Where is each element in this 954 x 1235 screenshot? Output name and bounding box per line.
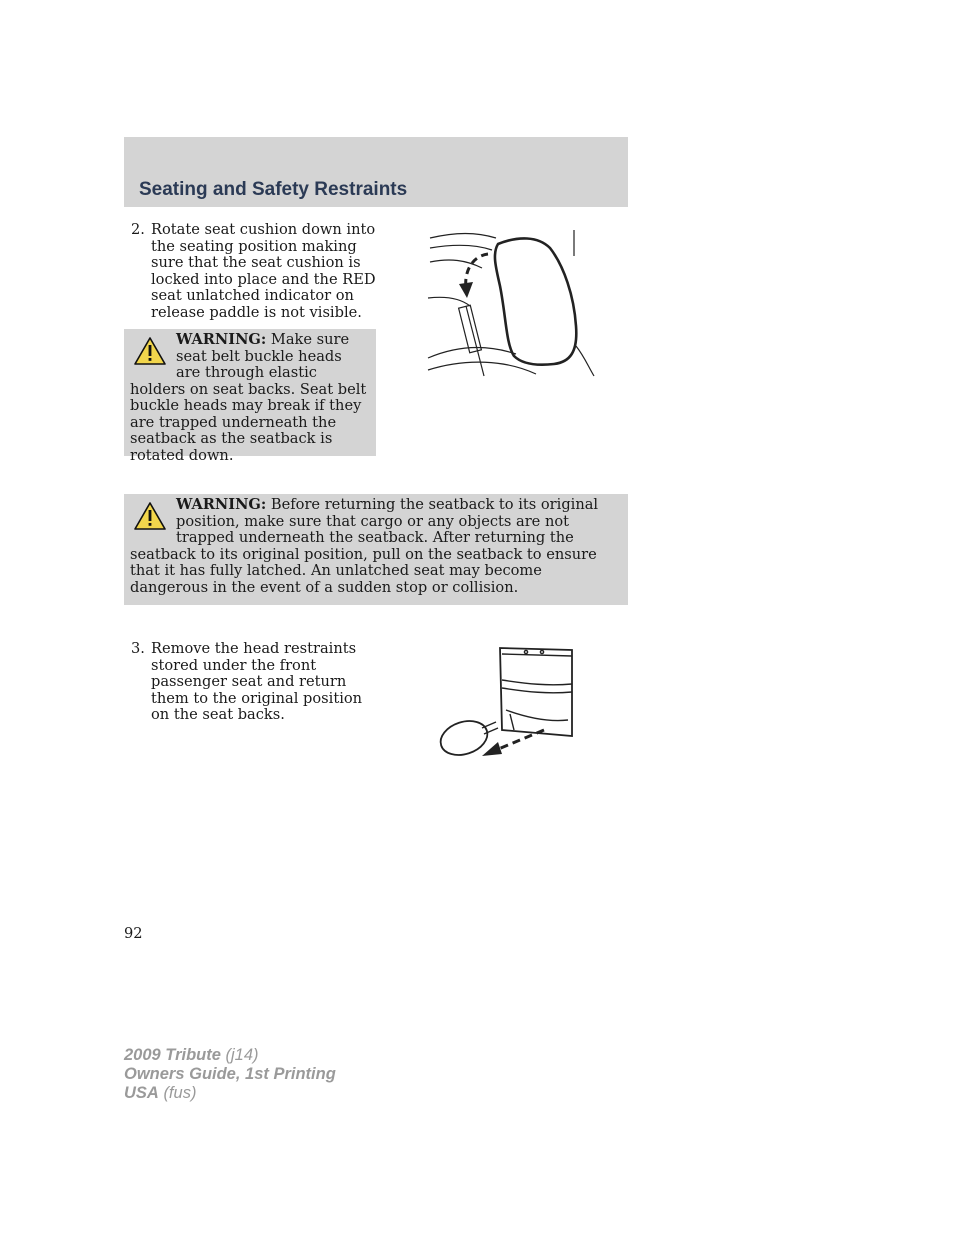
warning-triangle-icon — [133, 501, 167, 531]
seatback-rotation-illustration — [426, 226, 596, 384]
footer-model-code: (j14) — [225, 1046, 259, 1064]
step-number: 2. — [131, 221, 145, 238]
step-number: 3. — [131, 640, 145, 657]
footer-market: USA — [124, 1084, 159, 1102]
warning-text: Make sure seat belt buckle heads are through elastic holders on seat backs. Seat belt buckle heads may break if they are trapped underneath the seatback as the seatback is rotated down. — [130, 331, 367, 464]
step-text: Remove the head restraints stored under the front passenger seat and return them to the original position on the seat backs. — [151, 640, 363, 723]
footer-line-2 — [124, 1065, 336, 1084]
step-2 — [131, 222, 381, 321]
footer-market-code: (fus) — [163, 1084, 197, 1102]
head-restraint-illustration — [438, 644, 580, 760]
step-text: Rotate seat cushion down into the seating position making sure that the seat cushion is locked into place and the RED seat unlatched indicator on release paddle is not visible. — [151, 221, 376, 321]
footer-edition: Owners Guide, 1st Printing — [124, 1065, 336, 1083]
document-footer — [124, 1046, 336, 1103]
step-3 — [131, 641, 381, 724]
footer-line-3 — [124, 1084, 336, 1103]
warning-label: WARNING: — [176, 496, 267, 513]
warning-box-2 — [124, 494, 628, 605]
section-title: Seating and Safety Restraints — [139, 179, 408, 200]
warning-triangle-icon — [133, 336, 167, 366]
footer-line-1 — [124, 1046, 336, 1065]
warning-box-1 — [124, 329, 376, 464]
warning-text: Before returning the seatback to its original position, make sure that cargo or any objects are not trapped underneath the seatback. After returning the seatback to its original position, pull on the seatback to ensure that it has fully latched. An unlatched seat may become dangerous in the event of a sudden stop or collision. — [130, 496, 599, 596]
warning-label: WARNING: — [176, 331, 267, 348]
footer-model: 2009 Tribute — [124, 1046, 221, 1064]
page-number: 92 — [124, 925, 143, 942]
section-header — [124, 137, 628, 207]
